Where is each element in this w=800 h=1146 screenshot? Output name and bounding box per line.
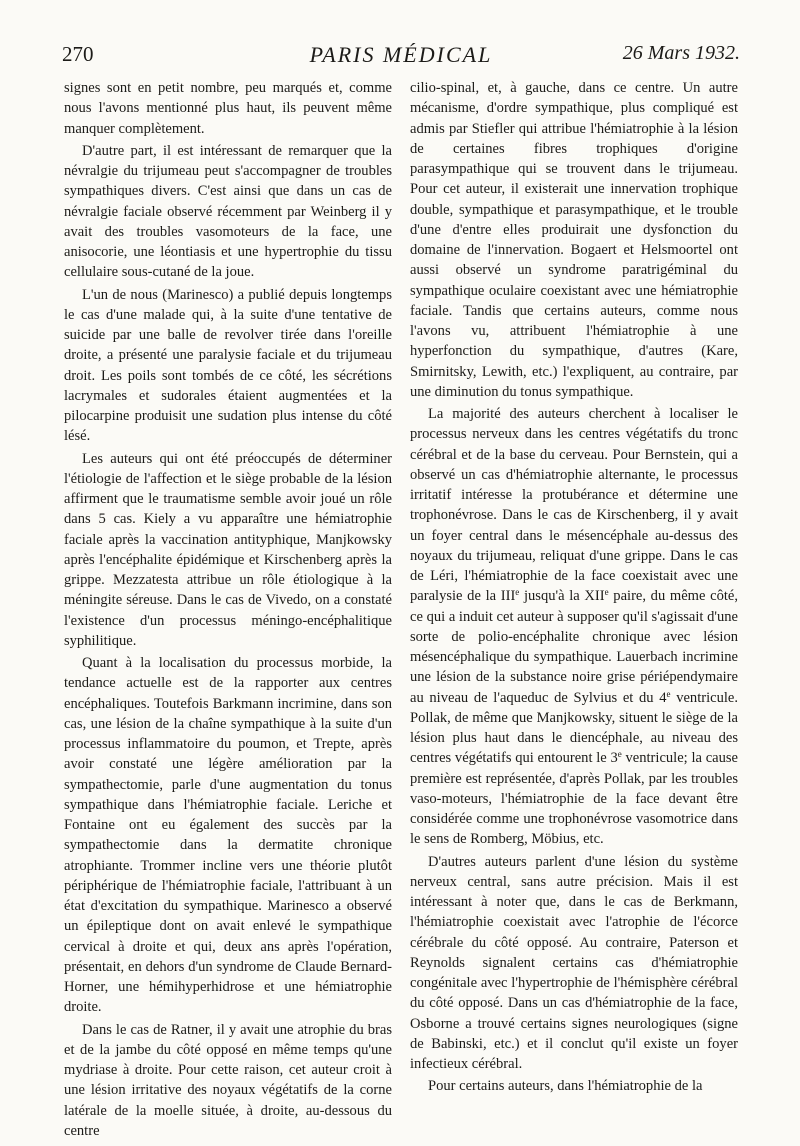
superscript: e xyxy=(617,749,622,760)
paragraph-text: ventricule. Pollak, de même que Manjkowsky, situent le siège de la lésion plus haut dans le diencéphale, au niveau des centres végétatifs qui entourent le 3 xyxy=(410,689,738,767)
paragraph-text: paire, du même côté, ce qui a induit cet auteur à supposer qu'il s'agissait d'une sorte de polio-encéphalite chronique avec lésion mésencéphalique du sympathique. Lauerbach incrimine une lésion de la substance noire grise périépendymaire au niveau de l'aqueduc de Sylvius et du 4 xyxy=(410,588,738,706)
page-header xyxy=(62,42,740,72)
paragraph: Quant à la localisation du processus morbide, la tendance actuelle est de la rapporter aux centres encéphaliques. Toutefois Barkmann incrimine, dans son cas, une lésion de la chaîne sympathique à la suite d'un processus inflammatoire du poumon, et Trepte, après avoir constaté une légère amélioration par la sympathectomie, parle d'une augmentation du tonus sympathique dans l'hémiatrophie faciale. Leriche et Fontaine ont eu également des succès par la sympathectomie dans la dermatite chronique atrophiante. Trommer incline vers une théorie plutôt périphérique de l'hémiatrophie faciale, l'attribuant à un état d'excitation du sympathique. Marinesco a observé un épileptique dont on avait enlevé le sympathique cervical à droite et qui, deux ans après l'opération, présentait, en dehors d'un syndrome de Claude Bernard-Horner, une hémihyperhidrose et une hémiatrophie droite. xyxy=(64,655,392,1016)
superscript: e xyxy=(515,587,520,598)
paragraph xyxy=(410,404,738,850)
superscript: e xyxy=(604,587,609,598)
paragraph-text: jusqu'à la XII xyxy=(519,588,605,605)
paragraph: Dans le cas de Ratner, il y avait une atrophie du bras et de la jambe du côté opposé en même temps qu'une mydriase à droite. Pour cette raison, cet auteur croit à une lésion irritative des noyaux végétatifs de la corne latérale de la moelle située, à droite, au-dessous du centre xyxy=(64,1021,392,1139)
paragraph: D'autres auteurs parlent d'une lésion du système nerveux central, sans autre précision. Mais il est intéressant à noter que, dans le cas de Berkmann, l'hémiatrophie coexistait avec l'atrophie de l'écorce cérébrale du côté opposé. Au contraire, Paterson et Reynolds signalent certains cas d'hémiatrophie congénitale avec l'hypertrophie de l'hémisphère cérébral du côté opposé. Dans un cas d'hémiatrophie de la face, Osborne a trouvé certains signes neurologiques (signe de Babinski, etc.) et il conclut qu'il existe un foyer infectieux cérébral. xyxy=(410,853,738,1072)
paragraph: signes sont en petit nombre, peu marqués et, comme nous l'avons mentionné plus haut, ils peuvent même manquer complètement. xyxy=(64,80,392,137)
paragraph: D'autre part, il est intéressant de remarquer que la névralgie du trijumeau peut s'accompagner de troubles sympathiques divers. C'est ainsi que dans un cas de névralgie faciale observé récemment par Weinberg il y avait des troubles vasomoteurs de la face, une anisocorie, une léontiasis et une hypertrophie du tissu cellulaire sous-cutané de la joue. xyxy=(64,142,392,281)
paragraph: Les auteurs qui ont été préoccupés de déterminer l'étiologie de l'affection et le siège probable de la lésion affirment que le traumatisme semble avoir joué un rôle dans 5 cas. Kiely a vu apparaître une hémiatrophie faciale après la vaccination antityphique, Manjkowsky après l'encéphalite épidémique et Kirschenberg après la grippe. Mezzatesta attribue un rôle étiologique à la méningite séreuse. Dans le cas de Vivedo, on a constaté l'existence d'un processus méningo-encéphalitique syphilitique. xyxy=(64,450,392,649)
paragraph-text: La majorité des auteurs cherchent à localiser le processus nerveux dans les centres végétatifs du tronc cérébral et de la base du cerveau. Pour Bernstein, qui a observé un cas d'hémiatrophie alternante, le processus irritatif intéresse la protubérance et détermine une trophonévrose. Dans le cas de Kirschenberg, il y avait un foyer central dans le mésencéphale au-dessus des noyaux du trijumeau, reliquat d'une grippe. Dans le cas de Léri, l'hémiatrophie de la face coexistait avec une paralysie de la III xyxy=(410,406,738,605)
journal-title: PARIS MÉDICAL xyxy=(309,42,493,67)
paragraph: cilio-spinal, et, à gauche, dans ce centre. Un autre mécanisme, d'ordre sympathique, plus compliqué est admis par Stiefler qui attribue l'hémiatrophie à la lésion de certaines fibres trophiques d'origine parasympathique qui se trouvent dans le trijumeau. Pour cet auteur, il existerait une innervation trophique double, sympathique et parasympathique, et le trouble d'une d'entre elles produirait une dysfonction du domaine de l'innervation. Bogaert et Helsmoortel ont aussi observé un syndrome paratrigéminal du sympathique oculaire coexistant avec une hémiatrophie faciale. Tandis que certains auteurs, comme nous l'avons vu, attribuent l'hémiatrophie à une hyperfonction du sympathique, d'autres (Kare, Smirnitsky, Lewith, etc.) l'expliquent, au contraire, par une diminution du tonus sympathique. xyxy=(410,80,738,400)
left-column xyxy=(64,78,392,1143)
issue-date: 26 Mars 1932. xyxy=(622,42,740,64)
page-number: 270 xyxy=(62,42,94,66)
paragraph-text: ventricule; la cause première est représentée, d'après Pollak, par les troubles vaso-moteurs, l'hémiatrophie de la face devant être considérée comme une trophonévrose vasomotrice dans le sens de Romberg, Möbius, etc. xyxy=(410,750,739,848)
paragraph: L'un de nous (Marinesco) a publié depuis longtemps le cas d'une malade qui, à la suite d'une tentative de suicide par une balle de revolver tirée dans l'oreille droite, a présenté une paralysie faciale et du trijumeau droit. Les poils sont tombés de ce côté, les sécrétions lacrymales et sudorales étaient augmentées et la pilocarpine produisit une sudation plus intense du côté lésé. xyxy=(64,286,392,445)
right-column xyxy=(410,78,738,1099)
paragraph: Pour certains auteurs, dans l'hémiatrophie de la xyxy=(428,1078,703,1095)
superscript: e xyxy=(666,688,671,699)
